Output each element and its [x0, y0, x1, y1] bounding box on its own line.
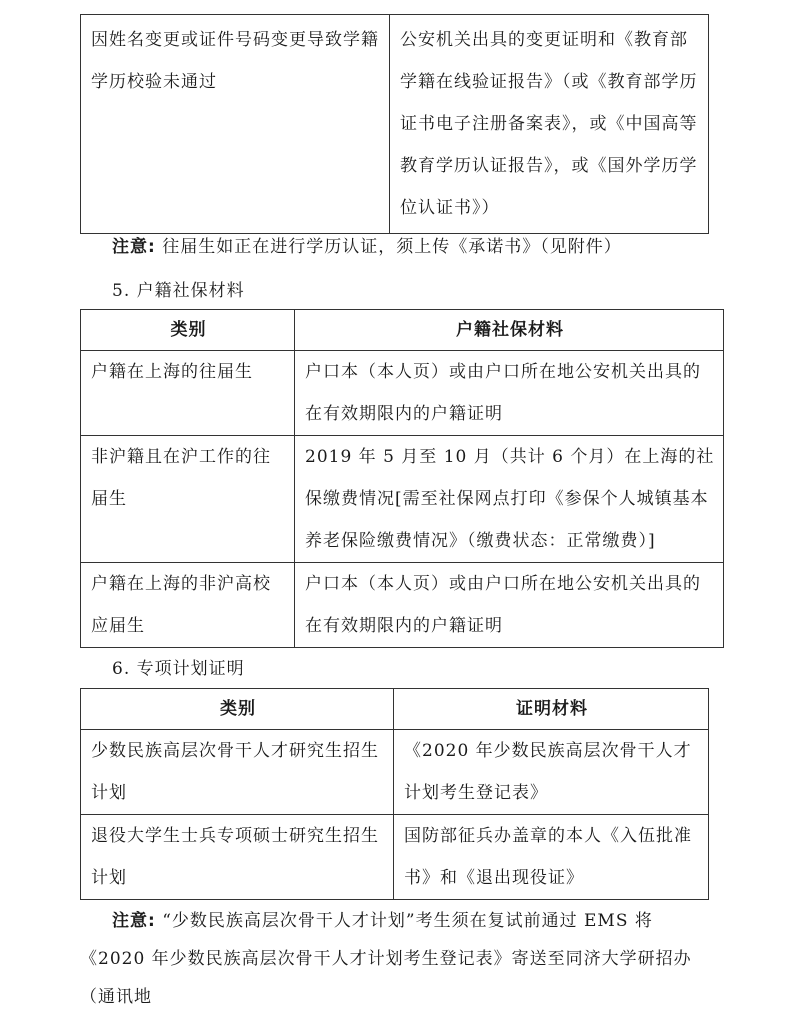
table-row — [81, 436, 724, 563]
table-cell-category: 退役大学生士兵专项硕士研究生招生计划 — [81, 815, 394, 900]
note-label: 注意: — [112, 237, 156, 257]
table-cell-category: 户籍在上海的非沪高校应届生 — [81, 563, 295, 648]
table-header-row — [81, 689, 709, 730]
table-cell-material: 公安机关出具的变更证明和《教育部学籍在线验证报告》（或《教育部学历证书电子注册备案表》，或《中国高等教育学历认证报告》，或《国外学历学位认证书》） — [390, 15, 709, 234]
table-row — [81, 15, 709, 234]
table-cell-category: 少数民族高层次骨干人才研究生招生计划 — [81, 730, 394, 815]
table-row — [81, 815, 709, 900]
special-plan-table — [80, 688, 709, 900]
section-heading-6: 6. 专项计划证明 — [112, 659, 245, 679]
note-2 — [80, 902, 712, 1016]
table-row — [81, 351, 724, 436]
table-cell-material: 户口本（本人页）或由户口所在地公安机关出具的在有效期限内的户籍证明 — [295, 563, 724, 648]
table-cell-material: 2019 年 5 月至 10 月（共计 6 个月）在上海的社保缴费情况[需至社保网点打印《参保个人城镇基本养老保险缴费情况》（缴费状态：正常缴费）] — [295, 436, 724, 563]
column-header-material: 证明材料 — [394, 689, 709, 730]
note-text: “少数民族高层次骨干人才计划”考生须在复试前通过 EMS 将《2020 年少数民族高层次骨干人才计划考生登记表》寄送至同济大学研招办（通讯地 — [80, 911, 692, 1007]
table-header-row — [81, 310, 724, 351]
credential-table — [80, 14, 709, 234]
section-heading-5: 5. 户籍社保材料 — [112, 281, 245, 301]
note-1 — [112, 232, 622, 262]
note-text: 往届生如正在进行学历认证，须上传《承诺书》（见附件） — [162, 237, 622, 257]
table-cell-category: 户籍在上海的往届生 — [81, 351, 295, 436]
table-row — [81, 730, 709, 815]
table-cell-material: 国防部征兵办盖章的本人《入伍批准书》和《退出现役证》 — [394, 815, 709, 900]
table-cell-material: 《2020 年少数民族高层次骨干人才计划考生登记表》 — [394, 730, 709, 815]
column-header-material: 户籍社保材料 — [295, 310, 724, 351]
note-label: 注意: — [112, 911, 156, 931]
table-cell-category: 因姓名变更或证件号码变更导致学籍学历校验未通过 — [81, 15, 390, 234]
table-row — [81, 563, 724, 648]
table-cell-material: 户口本（本人页）或由户口所在地公安机关出具的在有效期限内的户籍证明 — [295, 351, 724, 436]
table-cell-category: 非沪籍且在沪工作的往届生 — [81, 436, 295, 563]
column-header-category: 类别 — [81, 310, 295, 351]
column-header-category: 类别 — [81, 689, 394, 730]
hukou-table — [80, 309, 724, 648]
